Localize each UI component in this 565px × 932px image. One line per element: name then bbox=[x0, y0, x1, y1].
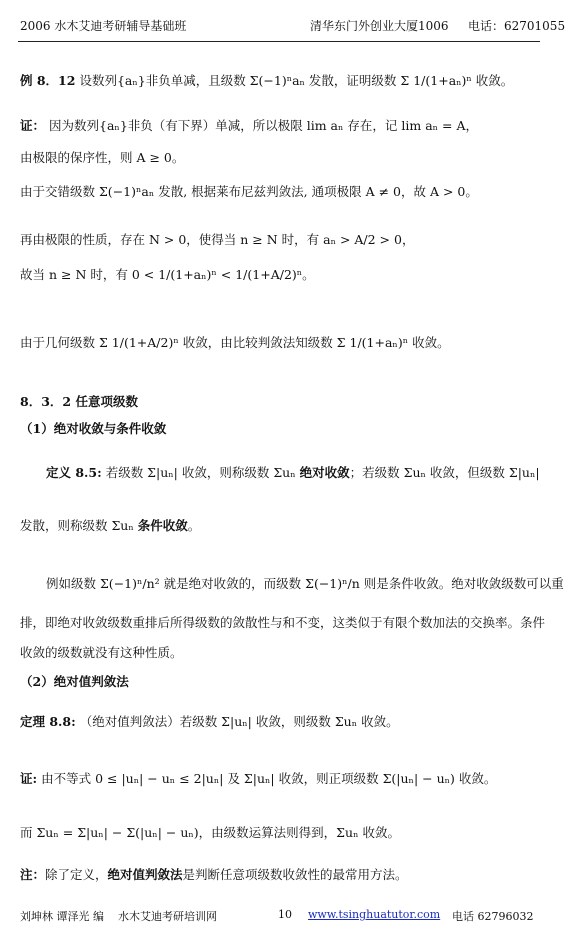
text-line-6: 故当 n ≥ N 时，有 0 < 1/(1+aₙ)ⁿ < 1/(1+A/2)ⁿ。 bbox=[20, 267, 315, 282]
definition2-text-a: 发散，则称级数 Σuₙ bbox=[20, 518, 138, 533]
text-line-3: 由极限的保序性，则 A ≥ 0。 bbox=[20, 150, 185, 165]
proof2-text: 由不等式 0 ≤ |uₙ| − uₙ ≤ 2|uₙ| 及 Σ|uₙ| 收敛，则正项级数 Σ(|uₙ| − uₙ) 收敛。 bbox=[41, 771, 497, 786]
example-text: 设数列{aₙ}非负单减，且级数 Σ(−1)ⁿaₙ 发散，证明级数 Σ 1/(1+aₙ)ⁿ 收敛。 bbox=[79, 73, 514, 88]
proof-line bbox=[20, 117, 536, 135]
section-title: 8．3．2 任意项级数 bbox=[20, 394, 138, 409]
footer-url-link[interactable]: www.tsinghuatutor.com bbox=[308, 908, 441, 921]
definition-line-2 bbox=[20, 517, 536, 535]
proof2-line bbox=[20, 770, 536, 788]
footer-authors: 刘坤林 谭泽光 编 bbox=[20, 910, 104, 923]
theorem-text: （绝对值判敛法）若级数 Σ|uₙ| 收敛，则级数 Σuₙ 收敛。 bbox=[79, 714, 399, 729]
note-text-a: 除了定义， bbox=[45, 867, 108, 882]
page-header bbox=[0, 0, 565, 44]
text-line-er: 而 Σuₙ = Σ|uₙ| − Σ(|uₙ| − uₙ)，由级数运算法则得到，Σuₙ 收敛。 bbox=[20, 825, 400, 840]
note-term: 绝对值判敛法 bbox=[107, 867, 183, 882]
text-line-7: 由于几何级数 Σ 1/(1+A/2)ⁿ 收敛，由比较判敛法知级数 Σ 1/(1+aₙ)ⁿ 收敛。 bbox=[20, 335, 450, 350]
definition-term-conditional: 条件收敛 bbox=[137, 518, 188, 533]
header-rule bbox=[18, 41, 540, 42]
example-line bbox=[20, 72, 536, 90]
definition-line bbox=[46, 464, 540, 482]
definition-text-c: ；若级数 Σuₙ 收敛，但级数 Σ|uₙ| bbox=[349, 465, 540, 480]
text-line-5: 再由极限的性质，存在 N > 0，使得当 n ≥ N 时，有 aₙ > A/2 > 0， bbox=[20, 232, 415, 247]
paragraph-line-1: 例如级数 Σ(−1)ⁿ/n² 就是绝对收敛的，而级数 Σ(−1)ⁿ/n 则是条件收敛。绝对收敛级数可以重 bbox=[46, 576, 564, 591]
definition-label: 定义 8.5: bbox=[46, 465, 102, 480]
paragraph-line-2: 排，即绝对收敛级数重排后所得级数的敛散性与和不变，这类似于有限个数加法的交换率。条件 bbox=[20, 615, 546, 630]
subsection-title-1: （1）绝对收敛与条件收敛 bbox=[20, 421, 167, 436]
note-line bbox=[20, 866, 536, 884]
note-label: 注： bbox=[20, 867, 46, 882]
note-text-c: 是判断任意项级数收敛性的最常用方法。 bbox=[182, 867, 408, 882]
example-label: 例 8．12 bbox=[20, 73, 76, 88]
definition2-text-c: 。 bbox=[187, 518, 201, 533]
header-center: 清华东门外创业大厦1006 bbox=[310, 19, 449, 33]
paragraph-line-3: 收敛的级数就没有这种性质。 bbox=[20, 645, 183, 660]
proof2-label: 证: bbox=[20, 771, 38, 786]
footer-org: 水木艾迪考研培训网 bbox=[118, 910, 217, 923]
theorem-label: 定理 8.8: bbox=[20, 714, 76, 729]
header-left: 2006 水木艾迪考研辅导基础班 bbox=[20, 19, 187, 33]
footer-page-number: 10 bbox=[278, 908, 292, 921]
subsection-title-2: （2）绝对值判敛法 bbox=[20, 674, 129, 689]
text-line-4: 由于交错级数 Σ(−1)ⁿaₙ 发散, 根据莱布尼兹判敛法, 通项极限 A ≠ 0，故 A > 0。 bbox=[20, 184, 478, 199]
footer-phone: 电话 62796032 bbox=[452, 910, 534, 923]
definition-term-absolute: 绝对收敛 bbox=[299, 465, 350, 480]
proof-label: 证： bbox=[20, 118, 46, 133]
definition-text-a: 若级数 Σ|uₙ| 收敛，则称级数 Σuₙ bbox=[105, 465, 300, 480]
header-right: 电话：62701055 bbox=[468, 19, 565, 33]
proof-text: 因为数列{aₙ}非负（有下界）单减，所以极限 lim aₙ 存在，记 lim aₙ = A， bbox=[49, 118, 478, 133]
theorem-line bbox=[20, 713, 536, 731]
